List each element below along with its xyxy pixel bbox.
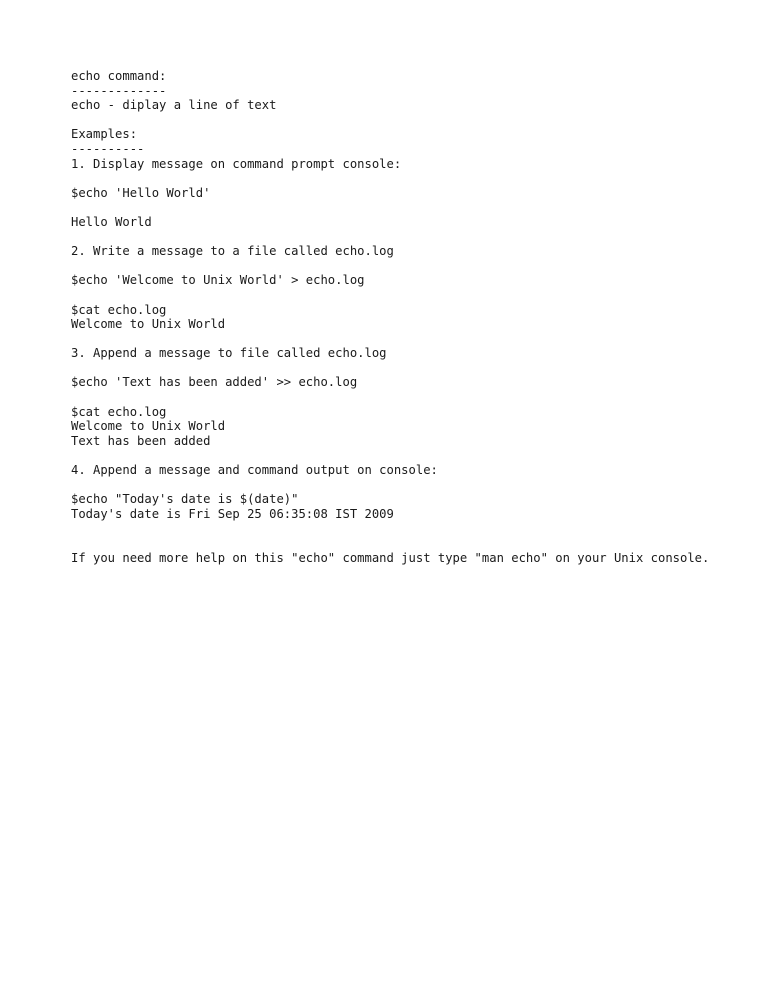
example-3-heading: 3. Append a message to file called echo.log [71,346,387,361]
example-4-output-line: Today's date is Fri Sep 25 06:35:08 IST 2009 [71,506,394,521]
spacer [71,230,731,245]
title-underline: ------------- [71,83,167,98]
spacer [71,478,731,493]
example-1-output-line: Hello World [71,214,152,229]
example-2-heading: 2. Write a message to a file called echo.log [71,244,394,259]
document-body [71,69,731,565]
spacer [71,361,731,376]
example-1-command: $echo 'Hello World' [71,185,211,200]
spacer [71,171,731,186]
spacer [71,521,731,550]
spacer [71,113,731,128]
example-2-command: $echo 'Welcome to Unix World' > echo.log [71,273,365,288]
examples-heading: Examples: [71,127,138,142]
example-3-command: $echo 'Text has been added' >> echo.log [71,375,358,390]
example-2-output-line: Welcome to Unix World [71,317,226,332]
example-2-cat-command: $cat echo.log [71,302,167,317]
spacer [71,332,731,347]
example-4-command: $echo "Today's date is $(date)" [71,492,299,507]
example-1-heading: 1. Display message on command prompt console: [71,156,402,171]
examples-underline: ---------- [71,141,145,156]
example-3-output-line: Welcome to Unix World [71,419,226,434]
example-3-cat-command: $cat echo.log [71,404,167,419]
spacer [71,200,731,215]
footer-help-text: If you need more help on this "echo" command just type "man echo" on your Unix console. [71,550,710,565]
doc-title: echo command: [71,69,167,83]
spacer [71,288,731,303]
example-4-heading: 4. Append a message and command output on console: [71,463,438,478]
spacer [71,448,731,463]
doc-description: echo - diplay a line of text [71,98,277,113]
example-3-output-line: Text has been added [71,433,211,448]
spacer [71,259,731,274]
spacer [71,390,731,405]
